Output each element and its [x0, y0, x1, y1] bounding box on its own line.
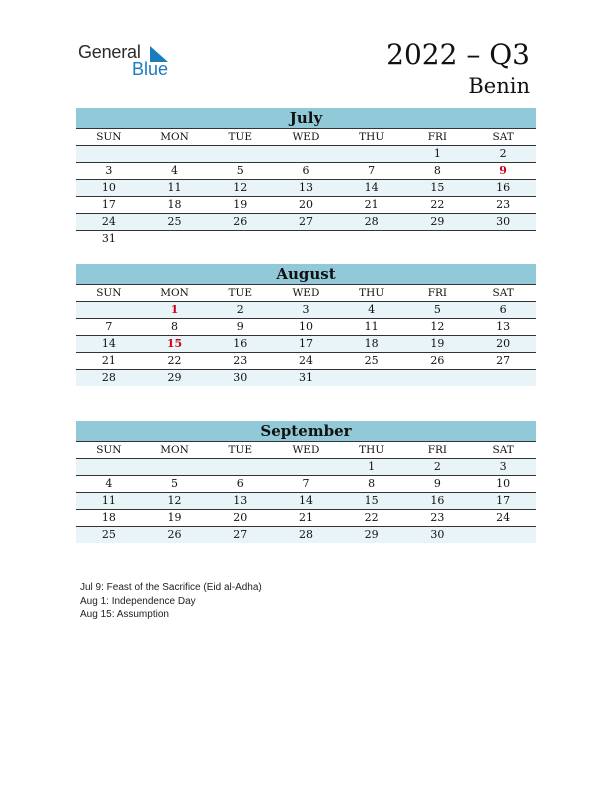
calendar-grid	[76, 442, 536, 543]
day-cell: 1	[142, 302, 208, 319]
day-cell: 20	[207, 510, 273, 527]
day-cell: 23	[207, 353, 273, 370]
empty-day-cell	[405, 370, 471, 387]
month-title: July	[76, 108, 536, 129]
day-cell: 5	[207, 163, 273, 180]
day-cell: 24	[76, 214, 142, 231]
day-cell: 22	[142, 353, 208, 370]
day-cell: 5	[405, 302, 471, 319]
week-row	[76, 319, 536, 336]
empty-day-cell	[273, 231, 339, 248]
day-cell: 4	[339, 302, 405, 319]
day-cell: 16	[207, 336, 273, 353]
day-cell: 22	[339, 510, 405, 527]
day-cell: 11	[142, 180, 208, 197]
day-cell: 4	[142, 163, 208, 180]
day-cell: 19	[142, 510, 208, 527]
day-cell: 28	[339, 214, 405, 231]
day-cell: 25	[142, 214, 208, 231]
day-cell: 13	[207, 493, 273, 510]
weekday-label: SUN	[76, 129, 142, 146]
day-cell: 20	[273, 197, 339, 214]
weekday-label: MON	[142, 285, 208, 302]
empty-day-cell	[207, 231, 273, 248]
weekday-label: TUE	[207, 285, 273, 302]
day-cell: 27	[470, 353, 536, 370]
day-cell: 3	[470, 459, 536, 476]
day-cell: 28	[76, 370, 142, 387]
day-cell: 5	[142, 476, 208, 493]
brand-name-blue: Blue	[132, 59, 169, 79]
weekday-label: FRI	[405, 442, 471, 459]
day-cell: 18	[142, 197, 208, 214]
weekday-label: SAT	[470, 285, 536, 302]
day-cell: 12	[207, 180, 273, 197]
day-cell: 31	[101, 232, 116, 245]
day-cell: 8	[142, 319, 208, 336]
weekday-label: THU	[339, 442, 405, 459]
day-cell: 24	[470, 510, 536, 527]
weekday-label: SUN	[76, 285, 142, 302]
day-cell: 19	[405, 336, 471, 353]
day-cell: 4	[76, 476, 142, 493]
day-cell: 29	[142, 370, 208, 387]
weekday-label: WED	[273, 285, 339, 302]
weekday-label: WED	[273, 442, 339, 459]
week-row	[76, 527, 536, 544]
period-title: 2022 – Q3	[386, 38, 530, 71]
day-cell: 10	[76, 180, 142, 197]
day-cell: 15	[405, 180, 471, 197]
day-cell: 21	[76, 353, 142, 370]
day-cell: 18	[339, 336, 405, 353]
day-cell: 20	[470, 336, 536, 353]
empty-day-cell	[76, 146, 142, 163]
month-september	[76, 421, 536, 543]
day-cell: 7	[273, 476, 339, 493]
week-row	[76, 180, 536, 197]
weekday-label: TUE	[207, 129, 273, 146]
day-cell: 2	[405, 459, 471, 476]
country-name: Benin	[468, 74, 530, 98]
day-cell: 1	[405, 146, 471, 163]
empty-day-cell	[339, 370, 405, 387]
weekday-label: WED	[273, 129, 339, 146]
day-cell: 17	[470, 493, 536, 510]
empty-day-cell	[273, 146, 339, 163]
week-row	[76, 353, 536, 370]
day-cell: 30	[405, 527, 471, 544]
day-cell: 13	[273, 180, 339, 197]
calendar-grid	[76, 285, 536, 386]
day-cell: 23	[470, 197, 536, 214]
day-cell: 26	[207, 214, 273, 231]
day-cell: 14	[339, 180, 405, 197]
day-cell: 7	[339, 163, 405, 180]
day-cell: 16	[405, 493, 471, 510]
weekday-label: TUE	[207, 442, 273, 459]
month-title: September	[76, 421, 536, 442]
empty-day-cell	[470, 370, 536, 387]
week-row	[76, 370, 536, 387]
day-cell: 30	[470, 214, 536, 231]
day-cell: 26	[142, 527, 208, 544]
week-row	[76, 197, 536, 214]
empty-day-cell	[273, 459, 339, 476]
day-cell: 1	[339, 459, 405, 476]
empty-day-cell	[207, 459, 273, 476]
day-cell: 12	[142, 493, 208, 510]
empty-day-cell	[405, 231, 471, 248]
day-cell: 10	[273, 319, 339, 336]
day-cell: 21	[339, 197, 405, 214]
holiday-note: Jul 9: Feast of the Sacrifice (Eid al-Adha)	[80, 582, 262, 593]
day-cell: 9	[405, 476, 471, 493]
weekday-label: THU	[339, 285, 405, 302]
day-cell: 6	[273, 163, 339, 180]
empty-day-cell	[470, 231, 536, 248]
day-cell: 27	[207, 527, 273, 544]
day-cell: 9	[470, 163, 536, 180]
weekday-label: SAT	[470, 129, 536, 146]
day-cell: 7	[76, 319, 142, 336]
day-cell: 31	[273, 370, 339, 387]
brand-name-general: General	[78, 42, 141, 62]
empty-day-cell	[142, 459, 208, 476]
weekday-label: MON	[142, 129, 208, 146]
weekday-label: FRI	[405, 129, 471, 146]
weekday-label: SAT	[470, 442, 536, 459]
empty-day-cell	[339, 146, 405, 163]
day-cell: 6	[207, 476, 273, 493]
day-cell: 15	[339, 493, 405, 510]
day-cell: 23	[405, 510, 471, 527]
day-cell: 10	[470, 476, 536, 493]
empty-day-cell	[142, 146, 208, 163]
day-cell: 8	[405, 163, 471, 180]
day-cell: 6	[470, 302, 536, 319]
day-cell: 9	[207, 319, 273, 336]
day-cell: 18	[76, 510, 142, 527]
week-row	[76, 302, 536, 319]
weekday-label: THU	[339, 129, 405, 146]
day-cell: 14	[273, 493, 339, 510]
week-row	[76, 510, 536, 527]
week-row	[76, 493, 536, 510]
day-cell: 28	[273, 527, 339, 544]
day-cell: 11	[76, 493, 142, 510]
day-cell: 29	[339, 527, 405, 544]
day-cell: 17	[76, 197, 142, 214]
day-cell: 22	[405, 197, 471, 214]
day-cell: 27	[273, 214, 339, 231]
week-row	[76, 163, 536, 180]
day-cell: 30	[207, 370, 273, 387]
day-cell: 26	[405, 353, 471, 370]
day-cell: 16	[470, 180, 536, 197]
month-title: August	[76, 264, 536, 285]
day-cell: 2	[207, 302, 273, 319]
weekday-label: SUN	[76, 442, 142, 459]
weekday-label: MON	[142, 442, 208, 459]
day-cell: 3	[273, 302, 339, 319]
week-row	[76, 476, 536, 493]
day-cell: 25	[339, 353, 405, 370]
empty-day-cell	[207, 146, 273, 163]
empty-day-cell	[339, 231, 405, 248]
day-cell: 19	[207, 197, 273, 214]
day-cell: 14	[76, 336, 142, 353]
empty-day-cell	[142, 231, 208, 248]
day-cell: 15	[142, 336, 208, 353]
brand-logo	[78, 42, 178, 80]
day-cell: 8	[339, 476, 405, 493]
day-cell: 2	[470, 146, 536, 163]
day-cell: 17	[273, 336, 339, 353]
day-cell: 11	[339, 319, 405, 336]
month-july	[76, 108, 536, 247]
week-row	[76, 231, 536, 248]
day-cell: 21	[273, 510, 339, 527]
day-cell: 24	[273, 353, 339, 370]
empty-day-cell	[76, 302, 142, 319]
calendar-grid	[76, 129, 536, 247]
day-cell: 12	[405, 319, 471, 336]
day-cell: 13	[470, 319, 536, 336]
day-cell: 3	[76, 163, 142, 180]
week-row	[76, 146, 536, 163]
weekday-label: FRI	[405, 285, 471, 302]
holiday-note: Aug 1: Independence Day	[80, 595, 196, 607]
empty-day-cell	[76, 459, 142, 476]
holiday-notes	[80, 581, 262, 622]
day-cell: 25	[76, 527, 142, 544]
week-row	[76, 214, 536, 231]
month-august	[76, 264, 536, 386]
week-row	[76, 459, 536, 476]
holiday-note: Aug 15: Assumption	[80, 609, 169, 620]
week-row	[76, 336, 536, 353]
empty-day-cell	[470, 527, 536, 544]
day-cell: 29	[405, 214, 471, 231]
